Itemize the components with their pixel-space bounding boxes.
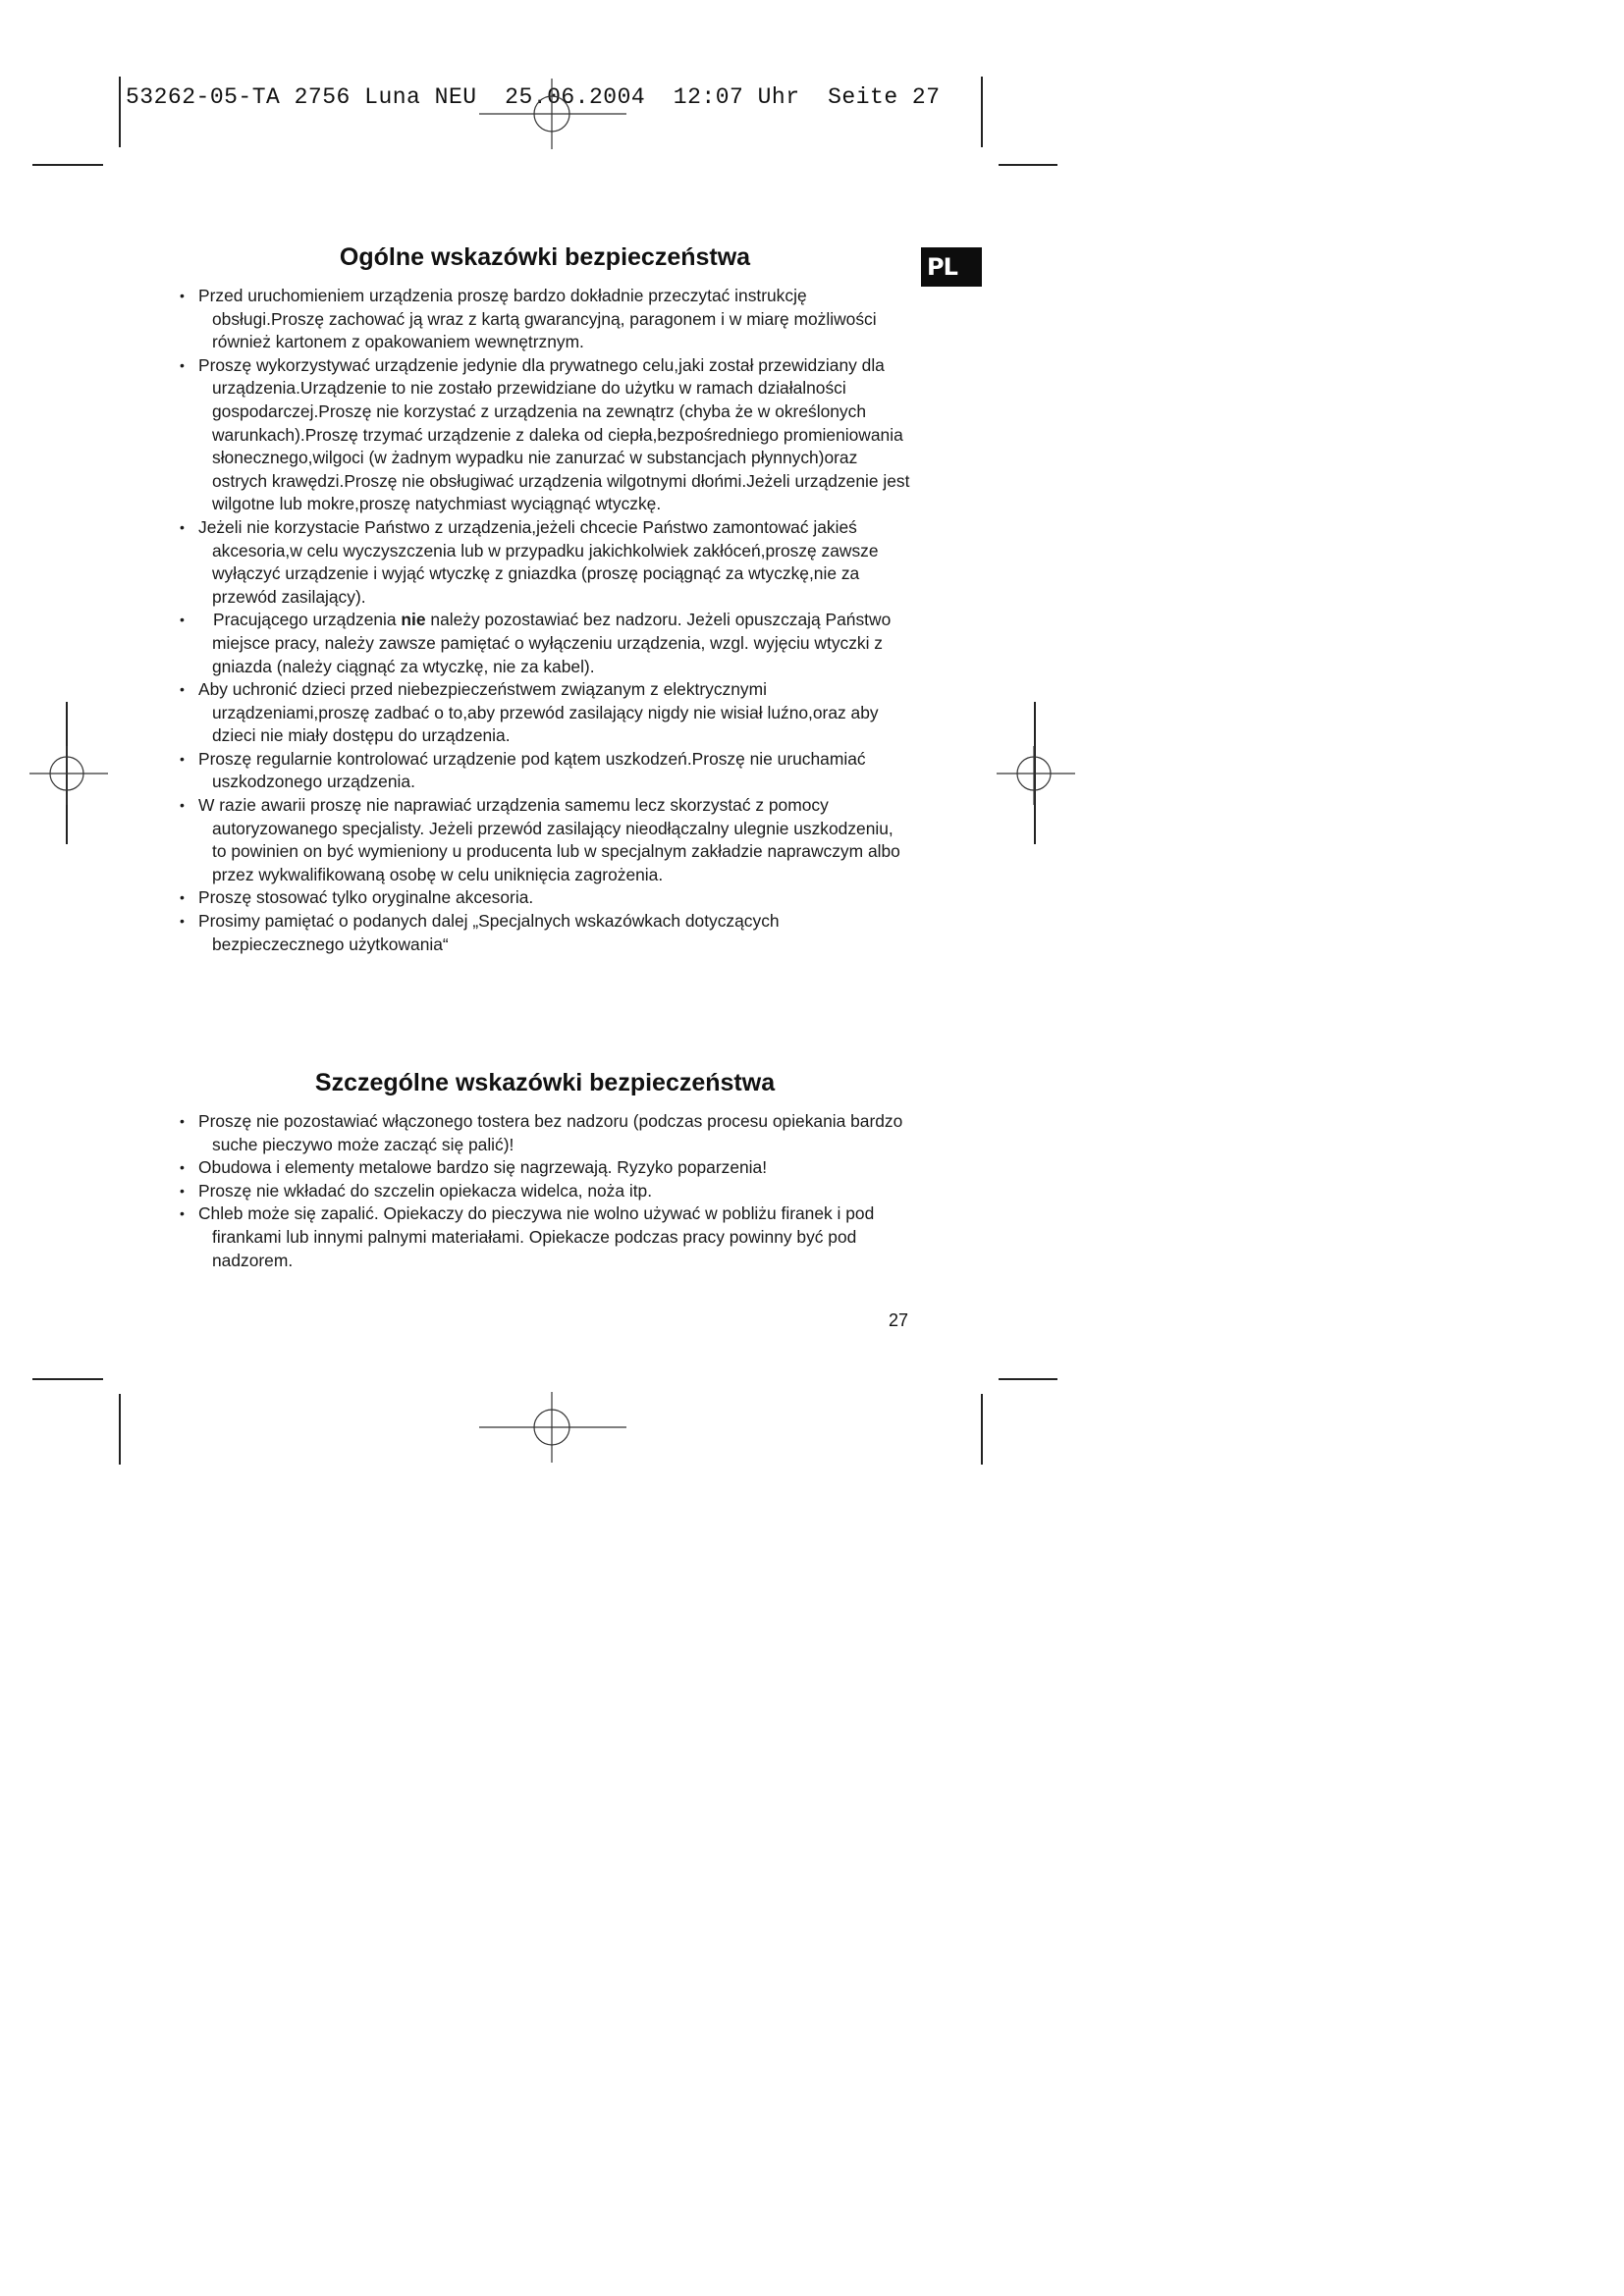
registration-mark-bottom bbox=[479, 1392, 626, 1463]
list-item: • Przed uruchomieniem urządzenia proszę bardzo dokładnie przeczytać instrukcję obsługi.Proszę zachować ją wraz z kartą gwarancyjną, paragonem i w miarę możliwości również kartonem z opakowaniem wewnętrznym. bbox=[180, 285, 911, 354]
registration-mark-left bbox=[29, 746, 108, 805]
list-item: • Proszę regularnie kontrolować urządzenie pod kątem uszkodzeń.Proszę nie uruchamiać uszkodzonego urządzenia. bbox=[180, 748, 911, 794]
crop-mark-bottom-right bbox=[981, 1394, 983, 1465]
list-item-text: należy pozostawiać bez nadzoru. Jeżeli opuszczają Państwo miejsce pracy, należy zawsze pamiętać o wyłączeniu urządzenia, wzgl. wyjęciu wtyczki z gniazda (należy ciągnąć za wtyczkę, nie za kabel). bbox=[212, 610, 892, 676]
language-tab: PL bbox=[921, 247, 982, 287]
list-item: • Aby uchronić dzieci przed niebezpieczeństwem związanym z elektrycznymi urządzeniami,proszę zadbać o to,aby przewód zasilający nigdy nie wisiał luźno,oraz aby dzieci nie miały dostępu do urządzenia. bbox=[180, 678, 911, 748]
specific-safety-list bbox=[180, 1110, 911, 1272]
list-item: • Obudowa i elementy metalowe bardzo się nagrzewają. Ryzyko poparzenia! bbox=[180, 1156, 911, 1180]
list-item bbox=[180, 609, 911, 678]
section-title-general-safety: Ogólne wskazówki bezpieczeństwa bbox=[339, 243, 751, 271]
crop-mark-top-left-horizontal bbox=[32, 164, 103, 166]
print-header: 53262-05-TA 2756 Luna NEU 25.06.2004 12:07 Uhr Seite 27 bbox=[126, 84, 941, 110]
list-item-emphasis: nie bbox=[401, 610, 426, 630]
crop-mark-bottom-right-horizontal bbox=[999, 1378, 1057, 1380]
general-safety-list bbox=[180, 285, 911, 956]
registration-mark-top bbox=[479, 79, 626, 149]
crop-mark-bottom-left-horizontal bbox=[32, 1378, 103, 1380]
list-item-text: Pracującego urządzenia bbox=[213, 610, 402, 630]
crop-mark-top-left bbox=[119, 77, 121, 147]
list-item: • W razie awarii proszę nie naprawiać urządzenia samemu lecz skorzystać z pomocy autoryzowanego specjalisty. Jeżeli przewód zasilający nieodłączalny ulegnie uszkodzeniu, to powinien on być wymieniony u producenta lub w specjalnym zakładzie naprawczym albo przez wykwalifikowaną osobę w celu uniknięcia zagrożenia. bbox=[180, 794, 911, 886]
registration-mark-right bbox=[997, 746, 1075, 805]
page-number: 27 bbox=[889, 1310, 909, 1330]
list-item: • Proszę wykorzystywać urządzenie jedynie dla prywatnego celu,jaki został przewidziany dla urządzenia.Urządzenie to nie zostało przewidziane do użytku w ramach działalności gospodarczej.Proszę nie korzystać z urządzenia na zewnątrz (chyba że w określonych warunkach).Proszę trzymać urządzenie z daleka od ciepła,bezpośredniego promieniowania słonecznego,wilgoci (w żadnym wypadku nie zanurzać w substancjach płynnych)oraz ostrych krawędzi.Proszę nie obsługiwać urządzenia wilgotnymi dłońmi.Jeżeli urządzenie jest wilgotne lub mokre,proszę natychmiast wyciągnąć wtyczkę. bbox=[180, 354, 911, 516]
crop-mark-top-right bbox=[981, 77, 983, 147]
section-title-specific-safety: Szczególne wskazówki bezpieczeństwa bbox=[314, 1069, 776, 1096]
list-item: • Prosimy pamiętać o podanych dalej „Specjalnych wskazówkach dotyczących bezpieczecznego użytkowania“ bbox=[180, 910, 911, 956]
list-item: • Proszę nie wkładać do szczelin opiekacza widelca, noża itp. bbox=[180, 1180, 911, 1203]
crop-mark-top-right-horizontal bbox=[999, 164, 1057, 166]
list-item: • Jeżeli nie korzystacie Państwo z urządzenia,jeżeli chcecie Państwo zamontować jakieś akcesoria,w celu wyczyszczenia lub w przypadku jakichkolwiek zakłóceń,proszę zawsze wyłączyć urządzenie i wyjąć wtyczkę z gniazdka (proszę pociągnąć za wtyczkę,nie za przewód zasilający). bbox=[180, 516, 911, 609]
list-item: • Proszę stosować tylko oryginalne akcesoria. bbox=[180, 886, 911, 910]
list-item: • Chleb może się zapalić. Opiekaczy do pieczywa nie wolno używać w pobliżu firanek i pod firankami lub innymi palnymi materiałami. Opiekacze podczas pracy powinny być pod nadzorem. bbox=[180, 1202, 911, 1272]
list-item: • Proszę nie pozostawiać włączonego tostera bez nadzoru (podczas procesu opiekania bardzo suche pieczywo może zacząć się palić)! bbox=[180, 1110, 911, 1156]
crop-mark-bottom-left bbox=[119, 1394, 121, 1465]
